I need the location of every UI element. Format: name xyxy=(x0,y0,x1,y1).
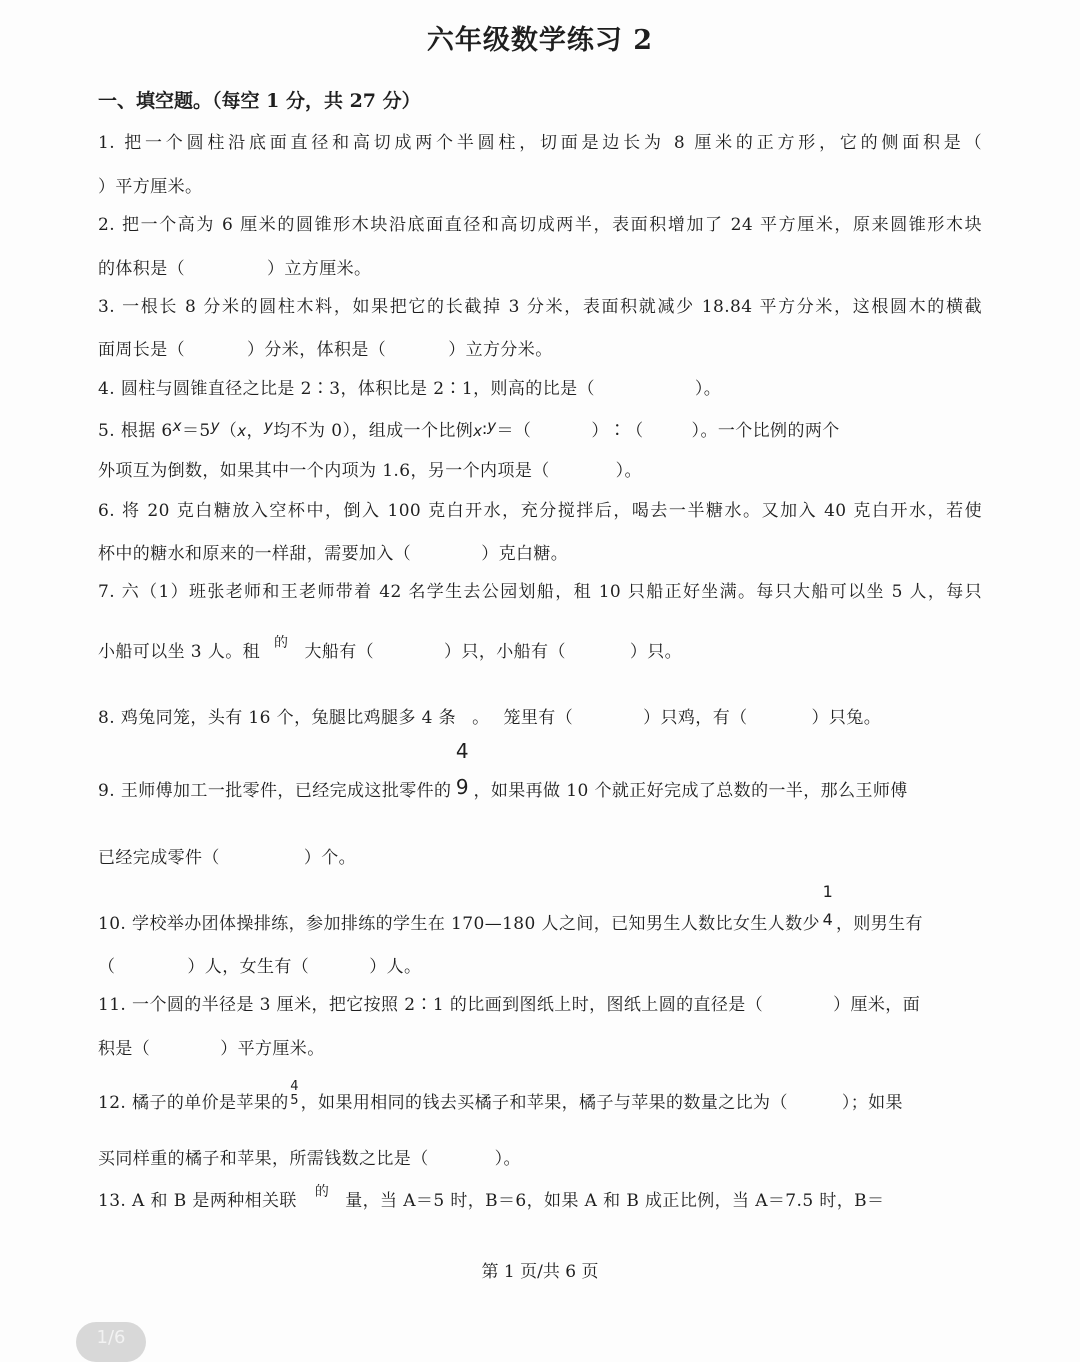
question-8-text: 笼里有（ xyxy=(503,708,574,728)
question-12-text: 买同样重的橘子和苹果，所需钱数之比是（ xyxy=(98,1149,429,1169)
question-12-text: 12. 橘子的单价是苹果的 xyxy=(98,1093,289,1113)
question-5-text: 外项互为倒数，如果其中一个内项为 1.6，另一个内项是（ xyxy=(98,461,550,481)
question-13-line-1 xyxy=(98,1186,884,1211)
question-5-text: ＝（ xyxy=(496,421,532,441)
question-1-line-1: 1. 把一个圆柱沿底面直径和高切成两个半圆柱，切面是边长为 8 厘米的正方形，它的侧面积是（ xyxy=(98,133,982,153)
question-11-text: 11. 一个圆的半径是 3 厘米，把它按照 2∶1 的比画到图纸上时，图纸上圆的直径是（ xyxy=(98,995,764,1015)
question-7-text: 大船有（ xyxy=(304,642,375,662)
page-indicator-badge[interactable]: 1/6 xyxy=(76,1322,146,1362)
question-2-text: 的体积是（ xyxy=(98,259,185,279)
question-7-text: 的 xyxy=(274,635,289,651)
question-5-text: ， xyxy=(246,421,264,441)
question-3-text: ）立方分米。 xyxy=(448,340,553,360)
question-6-line-1: 6. 将 20 克白糖放入空杯中，倒入 100 克白开水，充分搅拌后，喝去一半糖水。又加入 40 克白开水，若使 xyxy=(98,501,982,521)
question-5-text: ＝5 xyxy=(181,421,211,441)
fraction-four-fifths xyxy=(289,1079,301,1108)
page-title: 六年级数学练习 2 xyxy=(426,25,654,56)
question-8-text: ）只鸡，有（ xyxy=(643,708,748,728)
question-2-line-1: 2. 把一个高为 6 厘米的圆锥形木块沿底面直径和高切成两半，表面积增加了 24 平方厘米，原来圆锥形木块 xyxy=(98,215,982,235)
question-12-text: ）；如果 xyxy=(841,1093,903,1113)
question-6-text: ）克白糖。 xyxy=(481,544,569,564)
question-5-text: 5. 根据 6 xyxy=(98,421,173,441)
question-13-text: 的 xyxy=(314,1184,330,1200)
question-5-text: ）∶（ xyxy=(591,421,644,441)
question-9-text: ）个。 xyxy=(303,848,357,868)
fraction-numerator: 1 xyxy=(822,882,834,901)
question-2-line-2 xyxy=(98,254,371,279)
question-11-text: 积是（ xyxy=(98,1039,151,1059)
question-11-line-2 xyxy=(98,1034,325,1059)
question-5-text: 均不为 0），组成一个比例 xyxy=(273,421,474,441)
question-7-line-1: 7. 六（1）班张老师和王老师带着 42 名学生去公园划船，租 10 只船正好坐满。每只大船可以坐 5 人，每只 xyxy=(98,582,982,602)
fraction-one-quarter xyxy=(820,882,836,929)
question-10-text: ，则男生有 xyxy=(835,914,923,934)
question-11-text: ）厘米，面 xyxy=(833,995,921,1015)
question-7-text: 小船可以坐 3 人。租 xyxy=(98,642,261,662)
question-5-text: ）。一个比例的两个 xyxy=(691,421,840,441)
question-3-text: 面周长是（ xyxy=(98,340,185,360)
question-5-text: （ xyxy=(219,421,238,441)
question-7-text: ）只。 xyxy=(629,642,683,662)
fraction-denominator: 4 xyxy=(822,910,834,929)
question-9-text: 9. 王师傅加工一批零件，已经完成这批零件的 xyxy=(98,781,452,801)
variable-y: y xyxy=(210,417,220,435)
question-7-text: ）只，小船有（ xyxy=(444,642,566,662)
question-5-line-1 xyxy=(98,416,840,441)
section-heading: 一、填空题。（每空 1 分，共 27 分） xyxy=(98,90,421,112)
question-2-text: ）立方厘米。 xyxy=(267,259,372,279)
fraction-numerator: 4 xyxy=(290,1079,299,1094)
question-8-text: 8. 鸡兔同笼，头有 16 个，兔腿比鸡腿多 4 条 xyxy=(98,708,457,728)
variable-y: y xyxy=(487,417,497,435)
fraction-numerator: 4 xyxy=(455,739,469,763)
question-12-text: ）。 xyxy=(494,1149,521,1169)
question-13-text: 13. A 和 B 是两种相关联 xyxy=(98,1191,297,1211)
fraction-denominator: 9 xyxy=(455,775,469,799)
question-5-text: ∶ xyxy=(482,421,488,441)
question-11-text: ）平方厘米。 xyxy=(220,1039,325,1059)
question-8-line-1 xyxy=(98,703,881,728)
question-4-text: 4. 圆柱与圆锥直径之比是 2∶3，体积比是 2∶1，则高的比是（ xyxy=(98,379,595,399)
question-5-text: ）。 xyxy=(615,461,642,481)
question-5-line-2 xyxy=(98,456,642,481)
question-8-text: ）只兔。 xyxy=(811,708,882,728)
question-9-text: ，如果再做 10 个就正好完成了总数的一半，那么王师傅 xyxy=(473,781,908,801)
question-3-line-1: 3. 一根长 8 分米的圆柱木料，如果把它的长截掉 3 分米，表面积就减少 18.84 平方分米，这根圆木的横截 xyxy=(98,297,982,317)
variable-x: x xyxy=(172,417,182,435)
question-11-line-1 xyxy=(98,990,920,1015)
question-7-line-2 xyxy=(98,637,682,662)
question-12-text: ，如果用相同的钱去买橘子和苹果，橘子与苹果的数量之比为（ xyxy=(300,1093,788,1113)
question-6-text: 杯中的糖水和原来的一样甜，需要加入（ xyxy=(98,544,412,564)
question-6-line-2 xyxy=(98,539,568,564)
variable-x: x xyxy=(237,422,247,440)
question-9-line-1 xyxy=(98,739,908,801)
question-12-line-1 xyxy=(98,1079,903,1113)
question-4-text: ）。 xyxy=(694,379,722,399)
fraction-denominator: 5 xyxy=(290,1093,299,1108)
variable-x: x xyxy=(473,422,483,440)
question-10-text: 10. 学校举办团体操排练，参加排练的学生在 170—180 人之间，已知男生人数比女生人数少 xyxy=(98,914,820,934)
question-1-line-2: ）平方厘米。 xyxy=(98,177,203,197)
question-9-text: 已经完成零件（ xyxy=(98,848,220,868)
question-3-line-2 xyxy=(98,335,553,360)
page-footer: 第 1 页/共 6 页 xyxy=(481,1262,599,1282)
variable-y: y xyxy=(263,417,274,435)
question-8-text: 。 xyxy=(472,708,490,728)
question-10-line-1 xyxy=(98,882,923,934)
fraction-four-ninths xyxy=(451,739,473,799)
question-10-text: （ xyxy=(98,957,116,977)
question-10-text: ）人。 xyxy=(369,957,422,977)
question-3-text: ）分米，体积是（ xyxy=(247,340,387,360)
question-12-line-2 xyxy=(98,1144,521,1169)
question-9-line-2 xyxy=(98,843,356,868)
question-10-line-2 xyxy=(98,952,421,977)
question-4-line-1 xyxy=(98,374,721,399)
question-13-text: 量，当 A＝5 时，B＝6，如果 A 和 B 成正比例，当 A＝7.5 时，B＝ xyxy=(345,1191,885,1211)
question-10-text: ）人，女生有（ xyxy=(187,957,310,977)
